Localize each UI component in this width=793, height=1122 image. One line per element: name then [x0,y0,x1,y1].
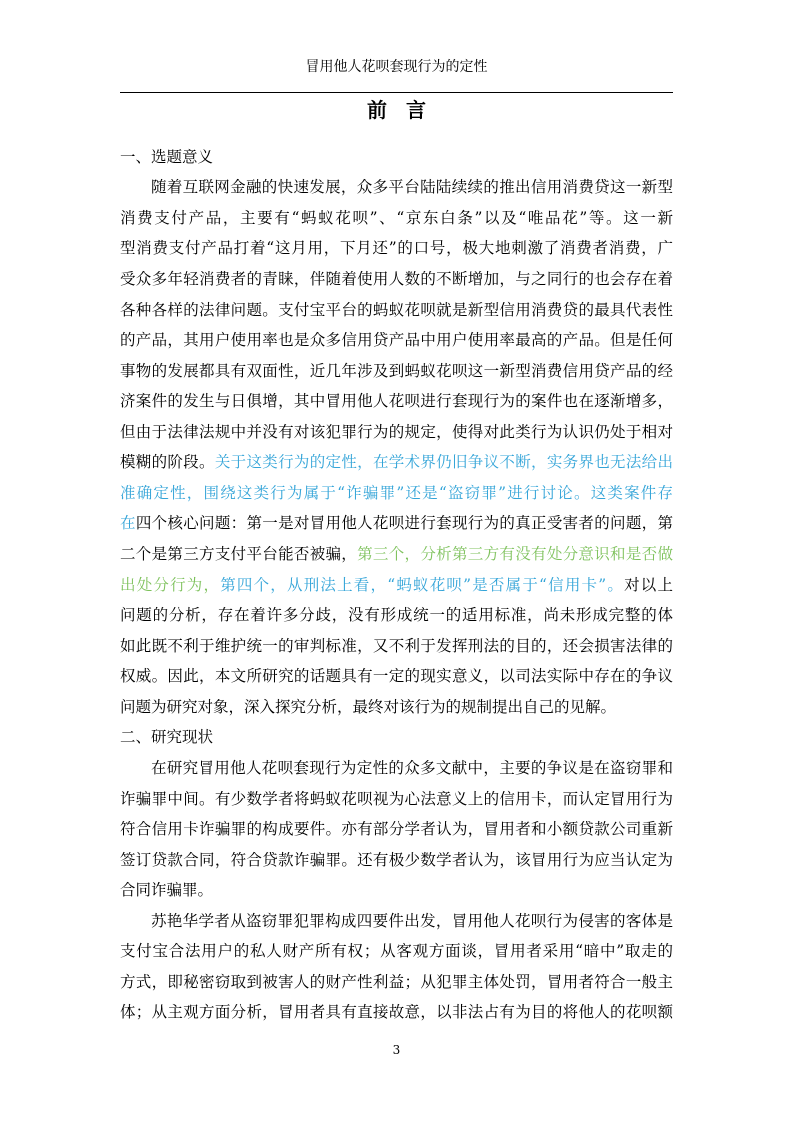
text-line: 方式，即秘密窃取到被害人的财产性利益；从犯罪主体处罚，冒用者符合一般主 [120,972,673,991]
text-line [120,447,673,478]
highlighted-text-line: 准确定性，围绕这类行为属于“诈骗罪”还是“盗窃罪”进行讨论。这类案件存 [120,483,673,502]
section-heading: 二、研究现状 [120,728,214,747]
text-line: 消费支付产品，主要有“蚂蚁花呗”、“京东白条”以及“唯品花”等。这一新 [120,208,673,227]
highlighted-text-segment: 在 [120,514,136,533]
running-header: 冒用他人花呗套现行为的定性 [305,59,488,75]
text-line: 问题为研究对象，深入探究分析，最终对该行为的规制提出自己的见解。 [120,697,617,716]
text-segment: 二个是第三方支付平台能否被骗， [120,545,358,563]
body-text [120,142,673,1028]
page-title: 前 言 [367,98,426,122]
text-line: 体；从主观方面分析，冒用者具有直接故意，以非法占有为目的将他人的花呗额 [120,1003,673,1022]
text-segment: 四个核心问题：第一是对冒用他人花呗进行套现行为的真正受害者的问题，第 [135,514,673,533]
highlighted-text-segment: 第三个，分析第三方有没有处分意识和是否做 [357,545,673,563]
highlighted-text-segment: 出处分行为， [120,575,221,594]
text-line [120,570,673,601]
header-rule [120,92,673,93]
text-line: 型消费支付产品打着“这月用，下月还”的口号，极大地刺激了消费者消费，广 [120,239,673,258]
text-line: 签订贷款合同，符合贷款诈骗罪。还有极少数学者认为，该冒用行为应当认定为 [120,850,673,869]
text-segment: 模糊的阶段。 [120,453,215,472]
highlighted-text-segment: 关于这类行为的定性，在学术界仍旧争议不断，实务界也无法给出 [214,453,673,472]
text-line: 各种各样的法律问题。支付宝平台的蚂蚁花呗就是新型信用消费贷的最具代表性 [120,300,673,319]
text-line: 权威。因此，本文所研究的话题具有一定的现实意义，以司法实际中存在的争议 [120,667,673,686]
text-line: 随着互联网金融的快速发展，众多平台陆陆续续的推出信用消费贷这一新型 [151,178,673,197]
text-line: 的产品，其用户使用率也是众多信用贷产品中用户使用率最高的产品。但是任何 [120,331,673,350]
text-line: 济案件的发生与日俱增，其中冒用他人花呗进行套现行为的案件也在逐渐增多， [120,392,673,411]
text-line: 如此既不利于维护统一的审判标准，又不利于发挥刑法的目的，还会损害法律的 [120,636,673,655]
text-line: 符合信用卡诈骗罪的构成要件。亦有部分学者认为，冒用者和小额贷款公司重新 [120,820,673,839]
text-line: 问题的分析，存在着许多分歧，没有形成统一的适用标准，尚未形成完整的体 [120,606,673,625]
text-line: 受众多年轻消费者的青睐，伴随着使用人数的不断增加，与之同行的也会存在着 [120,269,673,288]
text-line: 但由于法律法规中并没有对该犯罪行为的规定，使得对此类行为认识仍处于相对 [120,422,673,441]
text-line: 苏艳华学者从盗窃罪犯罪构成四要件出发，冒用他人花呗行为侵害的客体是 [151,911,673,930]
section-heading: 一、选题意义 [120,147,214,166]
text-line [120,539,673,570]
text-line [120,508,673,539]
text-line: 诈骗罪中间。有少数学者将蚂蚁花呗视为心法意义上的信用卡，而认定冒用行为 [120,789,673,808]
text-line: 事物的发展都具有双面性，近几年涉及到蚂蚁花呗这一新型消费信用贷产品的经 [120,361,673,380]
highlighted-text-segment: 第四个，从刑法上看，“蚂蚁花呗”是否属于“信用卡”。 [220,575,625,594]
text-segment: 对以上 [624,575,673,594]
page-number: 3 [392,1043,401,1057]
text-line: 支付宝合法用户的私人财产所有权；从客观方面谈，冒用者采用“暗中”取走的 [120,942,673,961]
text-line: 在研究冒用他人花呗套现行为定性的众多文献中，主要的争议是在盗窃罪和 [151,758,673,777]
text-line: 合同诈骗罪。 [120,881,214,900]
